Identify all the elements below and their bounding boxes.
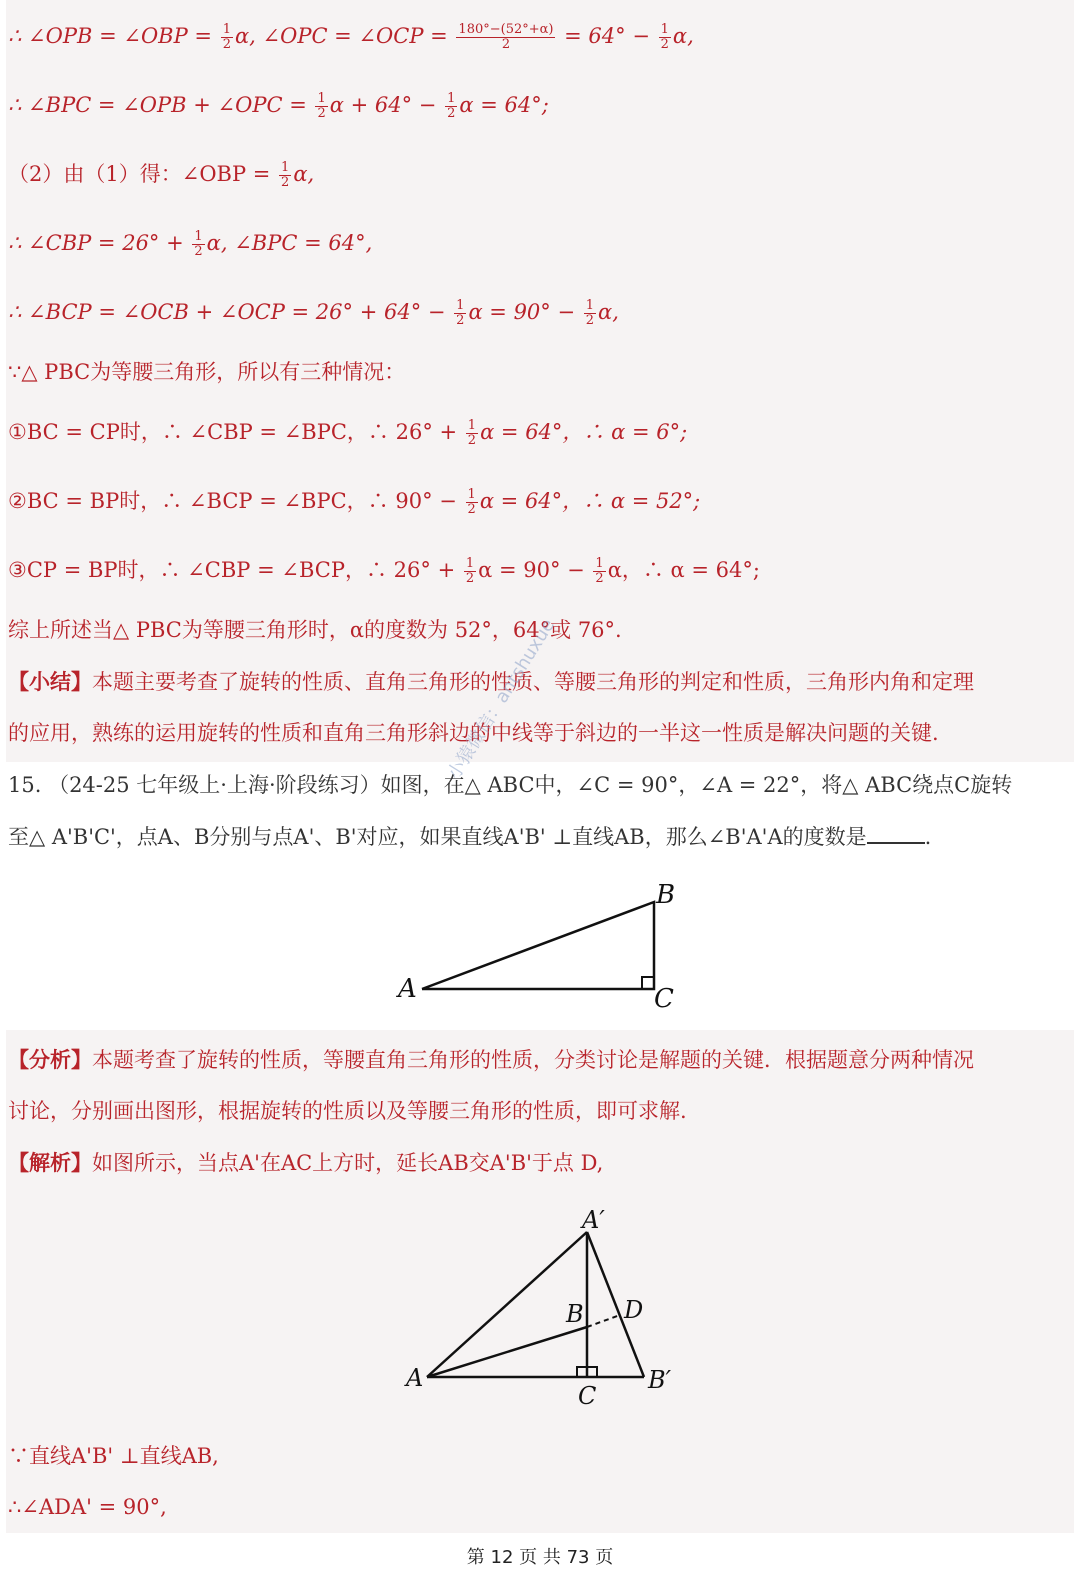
watermark: 小猿微信：antshuxue <box>443 615 560 784</box>
solution-tag: 【解析】 <box>8 1150 92 1175</box>
question-line-1: 15. （24-25 七年级上·上海·阶段练习）如图，在△ ABC中，∠C = 90°，∠A = 22°，将△ ABC绕点C旋转 <box>8 773 1013 797</box>
question-line-2: 至△ A'B'C'，点A、B分别与点A'、B'对应，如果直线A'B' ⊥直线AB，那么∠B'A'A的度数是 . <box>8 825 932 849</box>
conclusion-line: 综上所述当△ PBC为等腰三角形时，α的度数为 52°，64°或 76°. <box>8 618 622 642</box>
case-2-line: ②BC = BP时，∴ ∠BCP = ∠BPC，∴ 90° − $\frac{1}{2}$ α = 64°，∴ α = 52°; <box>8 487 701 517</box>
fraction: $\frac{1}{2}$ <box>447 91 456 121</box>
solution-line: 【解析】如图所示，当点A'在AC上方时，延长AB交A'B'于点 D, <box>8 1150 604 1175</box>
after-line-2: ∴∠ADA' = 90°, <box>8 1495 167 1519</box>
page-footer: 第 12 页 共 73 页 <box>466 1547 614 1568</box>
case-3-line: ③CP = BP时，∴ ∠CBP = ∠BCP，∴ 26° + $\frac{1}{2}$ α = 90° − $\frac{1}{2}$ α，∴ α = 64°; <box>8 556 760 586</box>
fraction: $\frac{1}{2}$ <box>595 556 604 586</box>
label-d: D <box>624 1296 644 1324</box>
label-a-prime: A′ <box>582 1206 605 1234</box>
fraction: $\frac{1}{2}$ <box>467 487 476 517</box>
fraction: $\frac{1}{2}$ <box>456 298 465 328</box>
solution-line-5: ∴ ∠BCP = ∠OCB + ∠OCP = 26° + 64° − $\frac{1}{2}$ α = 90° − $\frac{1}{2}$ α, <box>8 298 619 328</box>
fraction: $\frac{1}{2}$ <box>317 91 326 121</box>
fraction: $\frac{1}{2}$ <box>281 160 290 190</box>
answer-blank <box>867 824 925 844</box>
fraction: $\frac{180^\circ-(52^\circ+\alpha)}{2}$ <box>458 22 554 52</box>
fraction: $\frac{1}{2}$ <box>222 22 231 52</box>
rotation-figure <box>400 1200 690 1410</box>
label-c: C <box>578 1382 597 1410</box>
analysis-line-2: 讨论，分别画出图形，根据旋转的性质以及等腰三角形的性质，即可求解. <box>8 1099 687 1123</box>
summary-tag: 【小结】 <box>8 669 92 694</box>
case-1-line: ①BC = CP时，∴ ∠CBP = ∠BPC，∴ 26° + $\frac{1}{2}$ α = 64°，∴ α = 6°; <box>8 418 688 448</box>
solution-line-1: ∴ ∠OPB = ∠OBP = $\frac{1}{2}$ α, ∠OPC = ∠OCP = $\frac{180^\circ-(52^\circ+\alpha)}{2}$ = 64° − $\frac{1}{2}$ α, <box>8 22 694 52</box>
analysis-line-1: 【分析】本题考查了旋转的性质，等腰直角三角形的性质，分类讨论是解题的关键．根据题意分两种情况 <box>8 1047 974 1072</box>
label-c: C <box>654 984 674 1014</box>
label-a: A <box>406 1364 424 1392</box>
after-line-1: ∵直线A'B' ⊥直线AB, <box>8 1444 219 1468</box>
fraction: $\frac{1}{2}$ <box>467 418 477 448</box>
fraction: $\frac{1}{2}$ <box>465 556 475 586</box>
fraction: $\frac{1}{2}$ <box>585 298 595 328</box>
analysis-tag: 【分析】 <box>8 1047 92 1072</box>
solution-line-2: ∴ ∠BPC = ∠OPB + ∠OPC = $\frac{1}{2}$ α + 64° − $\frac{1}{2}$ α = 64°; <box>8 91 549 121</box>
label-b-prime: B′ <box>648 1366 672 1394</box>
solution-line-3: （2）由（1）得：∠OBP = $\frac{1}{2}$ α, <box>8 160 315 190</box>
summary-line-1: 【小结】本题主要考查了旋转的性质、直角三角形的性质、等腰三角形的判定和性质，三角形内角和定理 <box>8 669 974 694</box>
fraction: $\frac{1}{2}$ <box>194 229 203 259</box>
fraction: $\frac{1}{2}$ <box>660 22 669 52</box>
label-b: B <box>566 1300 584 1328</box>
triangle-abc-figure <box>390 875 690 1015</box>
label-a: A <box>398 974 417 1004</box>
solution-line-4: ∴ ∠CBP = 26° + $\frac{1}{2}$ α, ∠BPC = 64°, <box>8 229 373 259</box>
summary-line-2: 的应用，熟练的运用旋转的性质和直角三角形斜边的中线等于斜边的一半这一性质是解决问题的关键. <box>8 721 939 745</box>
label-b: B <box>656 880 676 910</box>
solution-line-6: ∵△ PBC为等腰三角形，所以有三种情况： <box>8 360 406 384</box>
